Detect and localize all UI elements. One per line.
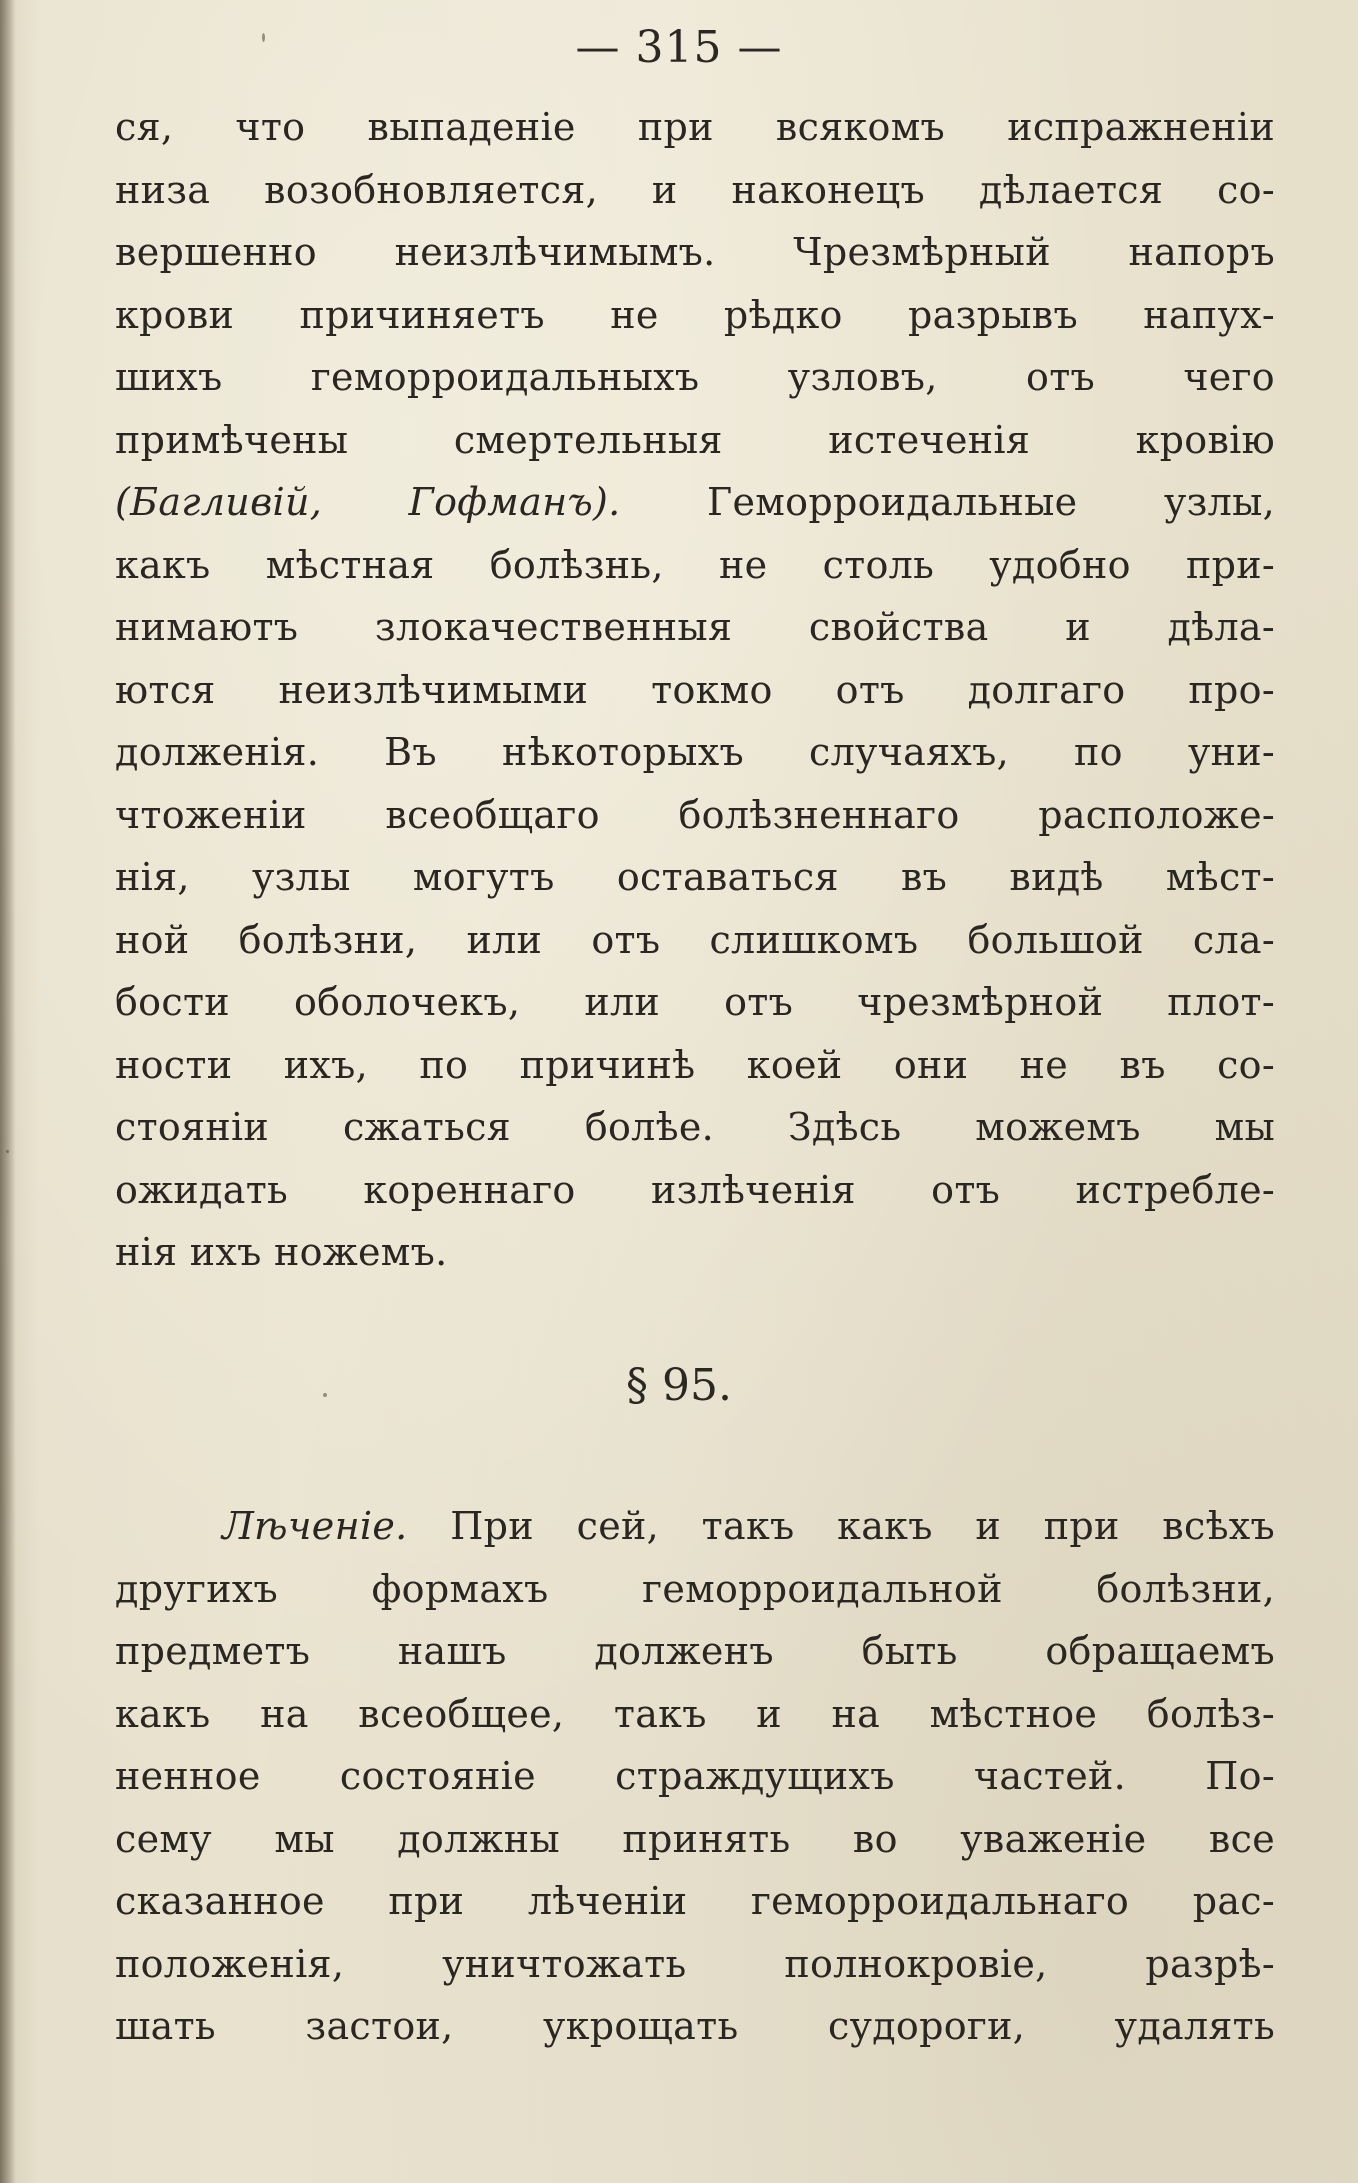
paragraph-continued [115, 96, 1275, 1284]
text-segment: ются неизлѣчимыми токмо отъ долгаго про- [115, 667, 1275, 712]
text-line [115, 971, 1275, 1034]
text-segment: какъ на всеобщее, такъ и на мѣстное болѣз- [115, 1691, 1275, 1736]
text-line [115, 159, 1275, 222]
text-segment: сему мы должны принять во уваженіе все [115, 1816, 1275, 1861]
text-segment: чтоженіи всеобщаго болѣзненнаго расположе- [115, 792, 1275, 837]
text-segment: другихъ формахъ геморроидальной болѣзни, [115, 1566, 1275, 1611]
text-segment: крови причиняетъ не рѣдко разрывъ напух- [115, 292, 1275, 337]
text-line [115, 1034, 1275, 1097]
text-segment: стояніи сжаться болѣе. Здѣсь можемъ мы [115, 1105, 1275, 1149]
text-segment: предметъ нашъ долженъ быть обращаемъ [115, 1629, 1275, 1673]
text-line [115, 659, 1275, 722]
text-segment: Геморроидальные узлы, [620, 480, 1275, 524]
text-line [115, 784, 1275, 847]
text-line [115, 1870, 1275, 1933]
text-line [115, 1221, 1275, 1284]
text-line [115, 1808, 1275, 1871]
text-segment: вершенно неизлѣчимымъ. Чрезмѣрный напоръ [115, 230, 1275, 274]
text-line [115, 1558, 1275, 1621]
text-line [115, 596, 1275, 659]
text-segment: долженія. Въ нѣкоторыхъ случаяхъ, по уни- [115, 730, 1275, 774]
text-line [115, 471, 1275, 534]
text-line [115, 284, 1275, 347]
text-segment: нія, узлы могутъ оставаться въ видѣ мѣст- [115, 855, 1275, 899]
text-segment: примѣчены смертельныя истеченія кровію [115, 417, 1275, 462]
text-line [115, 96, 1275, 159]
text-line [115, 909, 1275, 972]
text-segment: шать застои, укрощать судороги, удалять [115, 2004, 1275, 2048]
text-line [115, 1745, 1275, 1808]
text-segment: нимаютъ злокачественныя свойства и дѣла- [115, 605, 1275, 649]
text-segment: ной болѣзни, или отъ слишкомъ большой сла- [115, 917, 1275, 962]
text-line [115, 1683, 1275, 1746]
text-segment: низа возобновляется, и наконецъ дѣлается со- [115, 167, 1275, 212]
ink-speck [6, 1150, 9, 1153]
text-segment: ности ихъ, по причинѣ коей они не въ со- [115, 1042, 1275, 1087]
text-segment: ся, что выпаденіе при всякомъ испражненіи [115, 105, 1275, 149]
text-segment: какъ мѣстная болѣзнь, не столь удобно при- [115, 542, 1275, 587]
text-line [115, 409, 1275, 472]
lead-word: Лѣченіе. [222, 1504, 408, 1548]
ink-speck [323, 1393, 327, 1397]
text-line [115, 1620, 1275, 1683]
text-segment: нія ихъ ножемъ. [115, 1230, 448, 1274]
text-line [115, 1495, 1275, 1558]
text-segment: шихъ геморроидальныхъ узловъ, отъ чего [115, 355, 1275, 399]
text-line [115, 1159, 1275, 1222]
text-segment: положенія, уничтожать полнокровіе, разрѣ- [115, 1941, 1275, 1986]
author-citation: (Багливій, Гофманъ). [115, 480, 621, 524]
text-segment: сказанное при лѣченіи геморроидальнаго рас- [115, 1879, 1275, 1923]
text-segment: бости оболочекъ, или отъ чрезмѣрной плот- [115, 980, 1275, 1024]
ink-speck [262, 33, 265, 42]
text-segment: ненное состояніе страждущихъ частей. По- [115, 1754, 1275, 1798]
text-line [115, 846, 1275, 909]
text-line [115, 1995, 1275, 2058]
text-line [115, 1933, 1275, 1996]
binding-shadow [0, 0, 16, 2183]
text-line [115, 1096, 1275, 1159]
text-segment: ожидать кореннаго излѣченія отъ истребле- [115, 1167, 1275, 1212]
page-number: — 315 — [575, 22, 783, 73]
text-line [115, 721, 1275, 784]
text-line [115, 534, 1275, 597]
text-line [115, 221, 1275, 284]
text-segment: При сей, такъ какъ и при всѣхъ [407, 1504, 1275, 1548]
text-line [115, 346, 1275, 409]
section-heading: § 95. [626, 1360, 732, 1411]
paragraph-treatment [115, 1495, 1275, 2058]
